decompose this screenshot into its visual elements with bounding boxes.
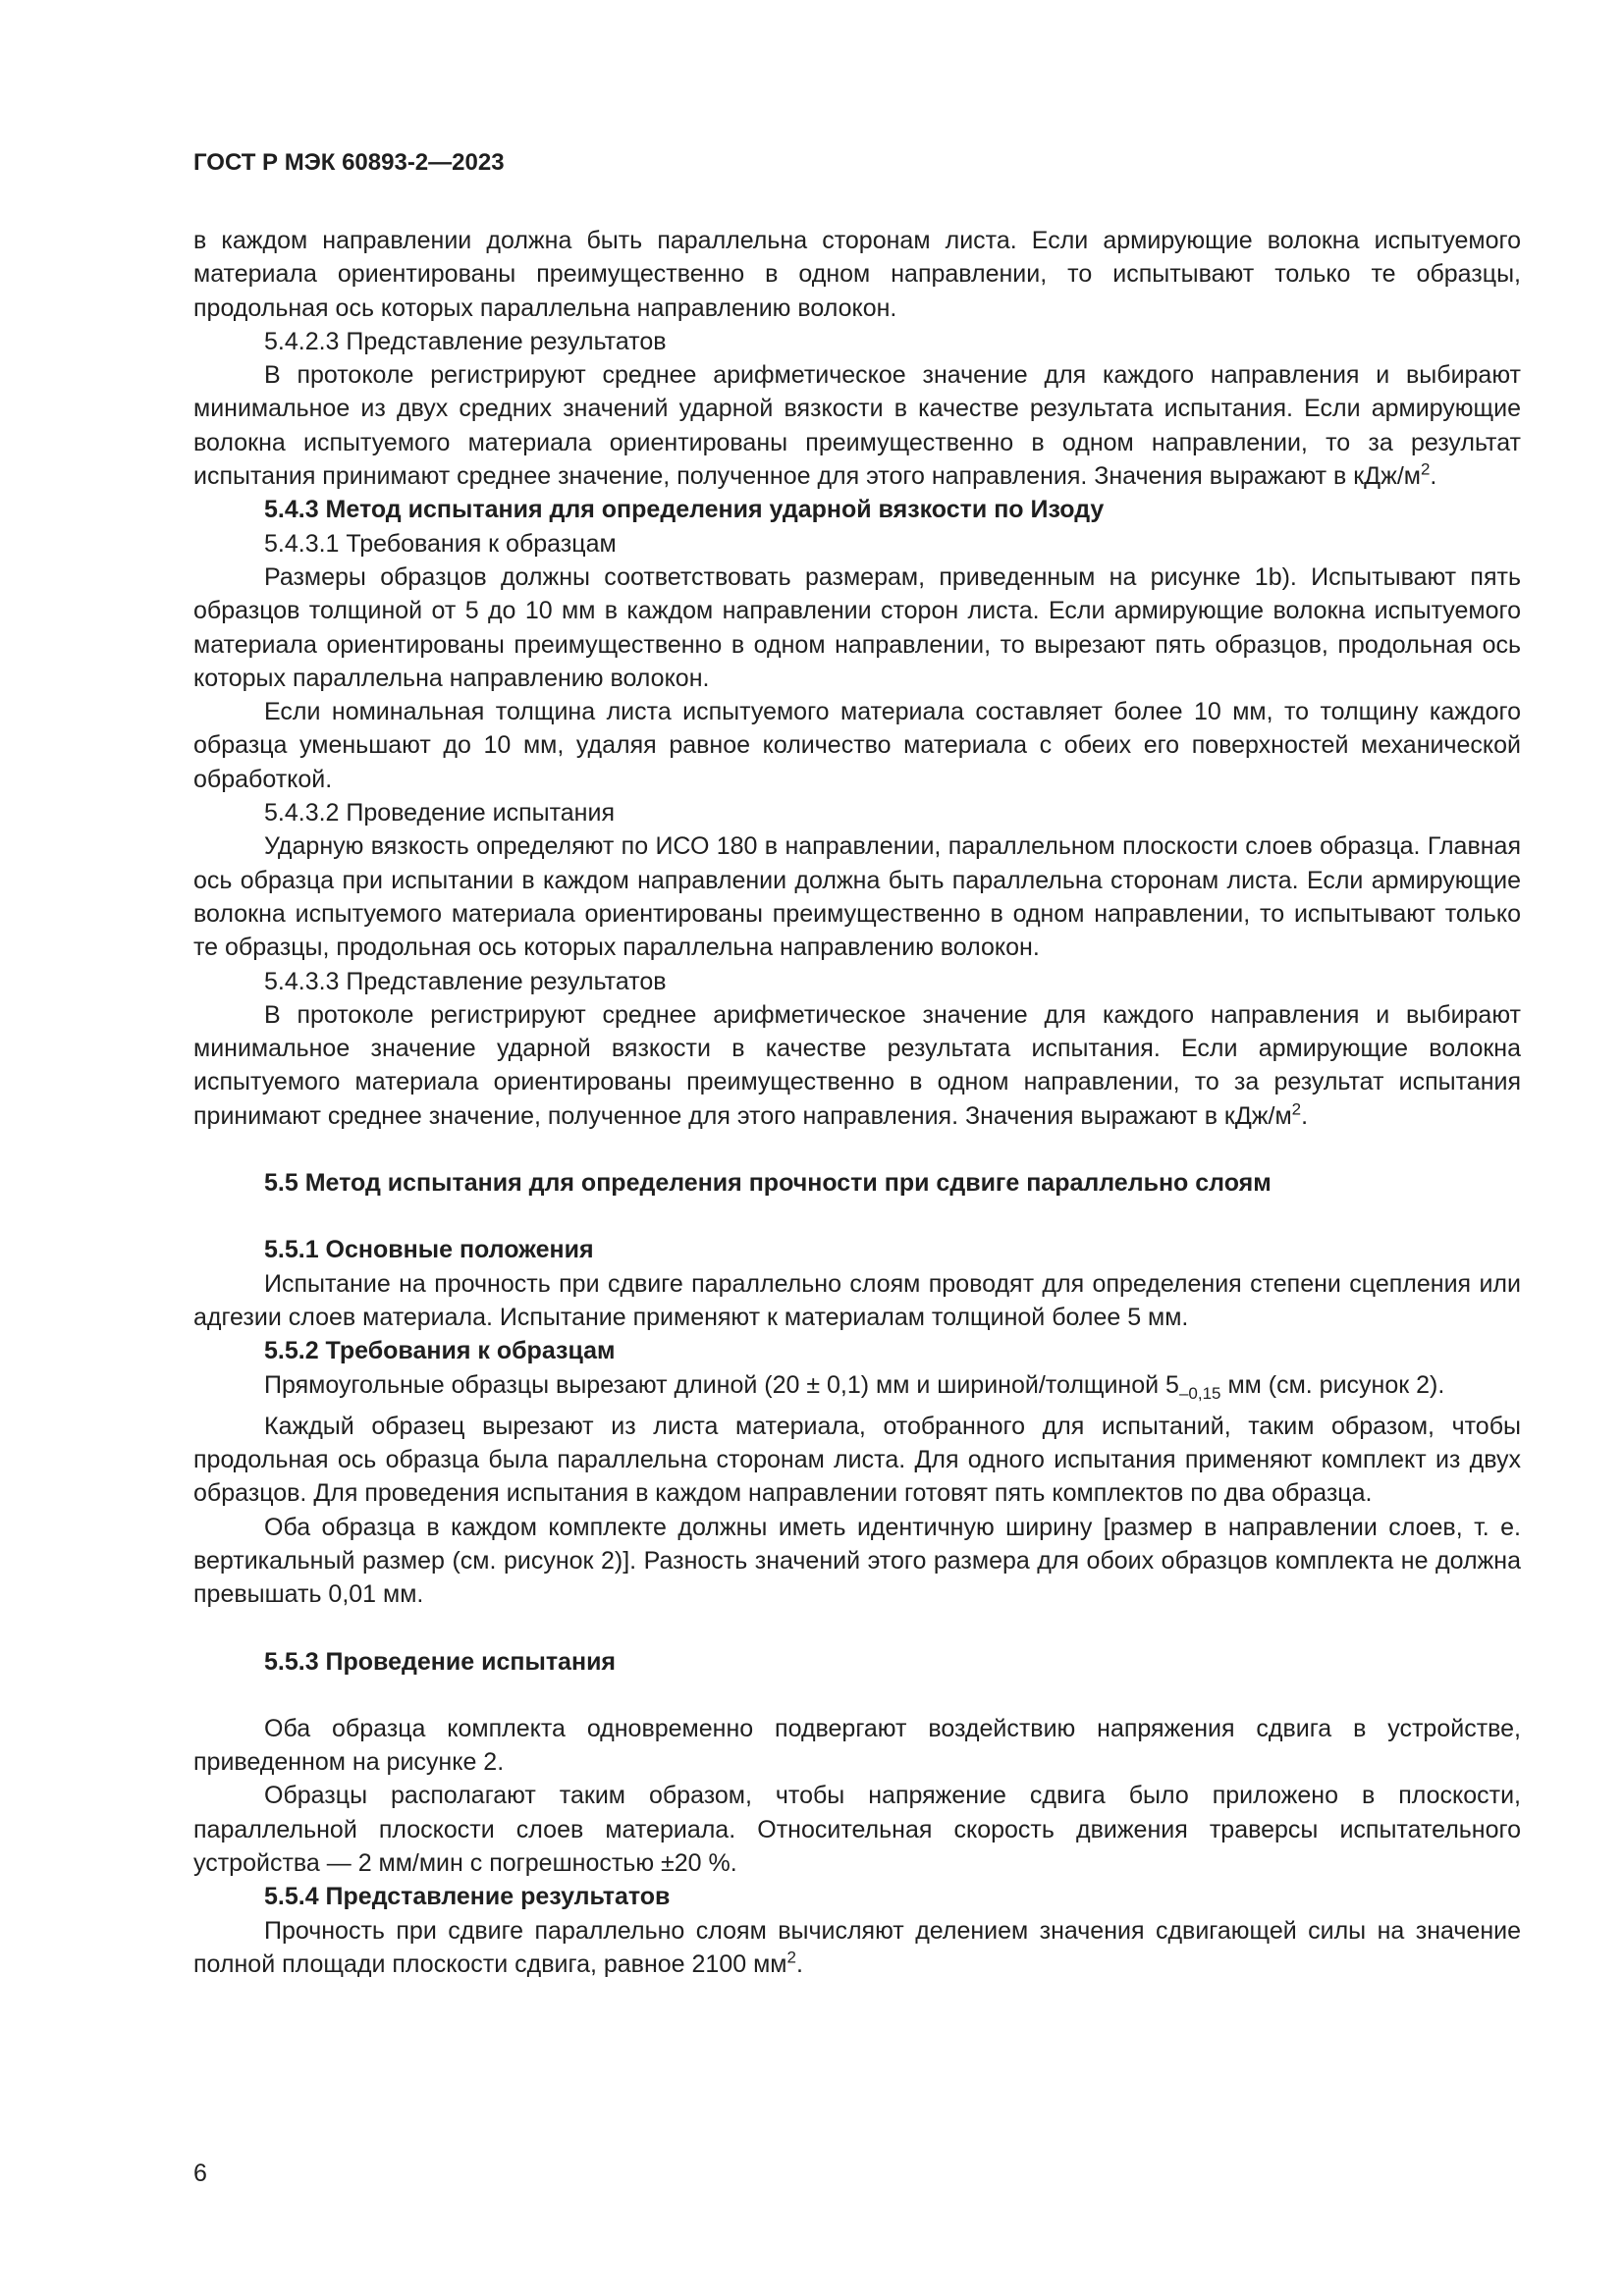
paragraph: Ударную вязкость определяют по ИСО 180 в направлении, параллельном плоскости слоев образца. Главная ось образца при испытании в каждом направлении должна быть параллельна сторонам листа. Если армирующие волокна испытуемого материала ориентированы преимущественно в одном направлении, то испытывают только те образцы, продольная ось которых параллельна направлению волокон. (193, 832, 1521, 962)
paragraph-text: мм (см. рисунок 2). (1220, 1370, 1445, 1399)
paragraph: Оба образца в каждом комплекте должны иметь идентичную ширину [размер в направлении слоев, т. е. вертикальный размер (см. рисунок 2)]. Разность значений этого размера для обоих образцов комплекта не должна превышать 0,01 мм. (193, 1513, 1521, 1609)
paragraph: Если номинальная толщина листа испытуемого материала составляет более 10 мм, то толщину каждого образца уменьшают до 10 мм, удаляя равное количество материала с обеих его поверхностей механической обработкой. (193, 698, 1521, 793)
section-heading-5-5: 5.5 Метод испытания для определения прочности при сдвиге параллельно слоям (264, 1169, 1272, 1198)
subsection-heading-5-4-3-2: 5.4.3.2 Проведение испытания (264, 799, 615, 828)
subsection-heading-5-4-3-3: 5.4.3.3 Представление результатов (264, 967, 667, 995)
paragraph (193, 358, 1521, 493)
paragraph-text: Прямоугольные образцы вырезают длиной (20 ± 0,1) мм и шириной/толщиной 5 (264, 1370, 1179, 1399)
paragraph-end: . (795, 1949, 803, 1978)
section-heading-5-5-3: 5.5.3 Проведение испытания (264, 1647, 617, 1676)
paragraph-continuation: в каждом направлении должна быть параллельна сторонам листа. Если армирующие волокна испытуемого материала ориентированы преимущественно в одном направлении, то испытывают только те образцы, продольная ось которых параллельна направлению волокон. (193, 227, 1521, 322)
paragraph-end: . (1301, 1101, 1309, 1130)
paragraph-text: В протоколе регистрируют среднее арифметическое значение для каждого направления и выбирают минимальное из двух средних значений ударной вязкости в качестве результата испытания. Если армирующие волокна испытуемого материала ориентированы преимущественно в одном направлении, то за результат испытания принимают среднее значение, полученное для этого направления. Значения выражают в кДж/м (193, 361, 1521, 491)
standard-designation: ГОСТ Р МЭК 60893-2—2023 (193, 149, 505, 176)
paragraph: Оба образца комплекта одновременно подвергают воздействию напряжения сдвига в устройстве, приведенном на рисунке 2. (193, 1714, 1521, 1777)
paragraph-end: . (1430, 462, 1437, 491)
subscript-tolerance: –0,15 (1178, 1383, 1221, 1403)
page-body (193, 224, 1521, 1981)
paragraph: Образцы располагают таким образом, чтобы напряжение сдвига было приложено в плоскости, параллельной плоскости слоев материала. Относительная скорость движения траверсы испытательного устройства — 2 мм/мин с погрешностью ±20 %. (193, 1782, 1521, 1878)
paragraph (193, 998, 1521, 1133)
paragraph: Каждый образец вырезают из листа материала, отобранного для испытаний, таким образом, чтобы продольная ось образца была параллельна сторонам листа. Для одного испытания применяют комплект из двух образцов. Для проведения испытания в каждом направлении готовят пять комплектов по два образца. (193, 1412, 1521, 1508)
subsection-heading-5-4-3-1: 5.4.3.1 Требования к образцам (264, 529, 617, 558)
section-heading-5-5-2: 5.5.2 Требования к образцам (264, 1337, 616, 1365)
subsection-heading-5-4-2-3: 5.4.2.3 Представление результатов (264, 327, 667, 355)
paragraph (193, 1914, 1521, 1982)
section-heading-5-4-3: 5.4.3 Метод испытания для определения ударной вязкости по Изоду (264, 496, 1105, 524)
paragraph-text: Прочность при сдвиге параллельно слоям вычисляют делением значения сдвигающей силы на значение полной площади плоскости сдвига, равное 2100 мм (193, 1916, 1521, 1978)
section-heading-5-5-4: 5.5.4 Представление результатов (264, 1883, 671, 1911)
page-number: 6 (193, 2160, 207, 2187)
superscript: 2 (1291, 1099, 1302, 1119)
section-heading-5-5-1: 5.5.1 Основные положения (264, 1236, 594, 1264)
paragraph: Испытание на прочность при сдвиге параллельно слоям проводят для определения степени сцепления или адгезии слоев материала. Испытание применяют к материалам толщиной более 5 мм. (193, 1269, 1521, 1331)
document-text (193, 224, 1521, 1981)
superscript: 2 (1420, 459, 1431, 479)
superscript: 2 (786, 1948, 796, 1967)
paragraph-text: В протоколе регистрируют среднее арифметическое значение для каждого направления и выбирают минимальное значение ударной вязкости в качестве результата испытания. Если армирующие волокна испытуемого материала ориентированы преимущественно в одном направлении, то за результат испытания принимают среднее значение, полученное для этого направления. Значения выражают в кДж/м (193, 1000, 1521, 1130)
paragraph: Размеры образцов должны соответствовать размерам, приведенным на рисунке 1b). Испытывают пять образцов толщиной от 5 до 10 мм в каждом направлении сторон листа. Если армирующие волокна испытуемого материала ориентированы преимущественно в одном направлении, то вырезают пять образцов, продольная ось которых параллельна направлению волокон. (193, 562, 1521, 692)
paragraph (193, 1368, 1521, 1402)
document-header (193, 147, 505, 179)
